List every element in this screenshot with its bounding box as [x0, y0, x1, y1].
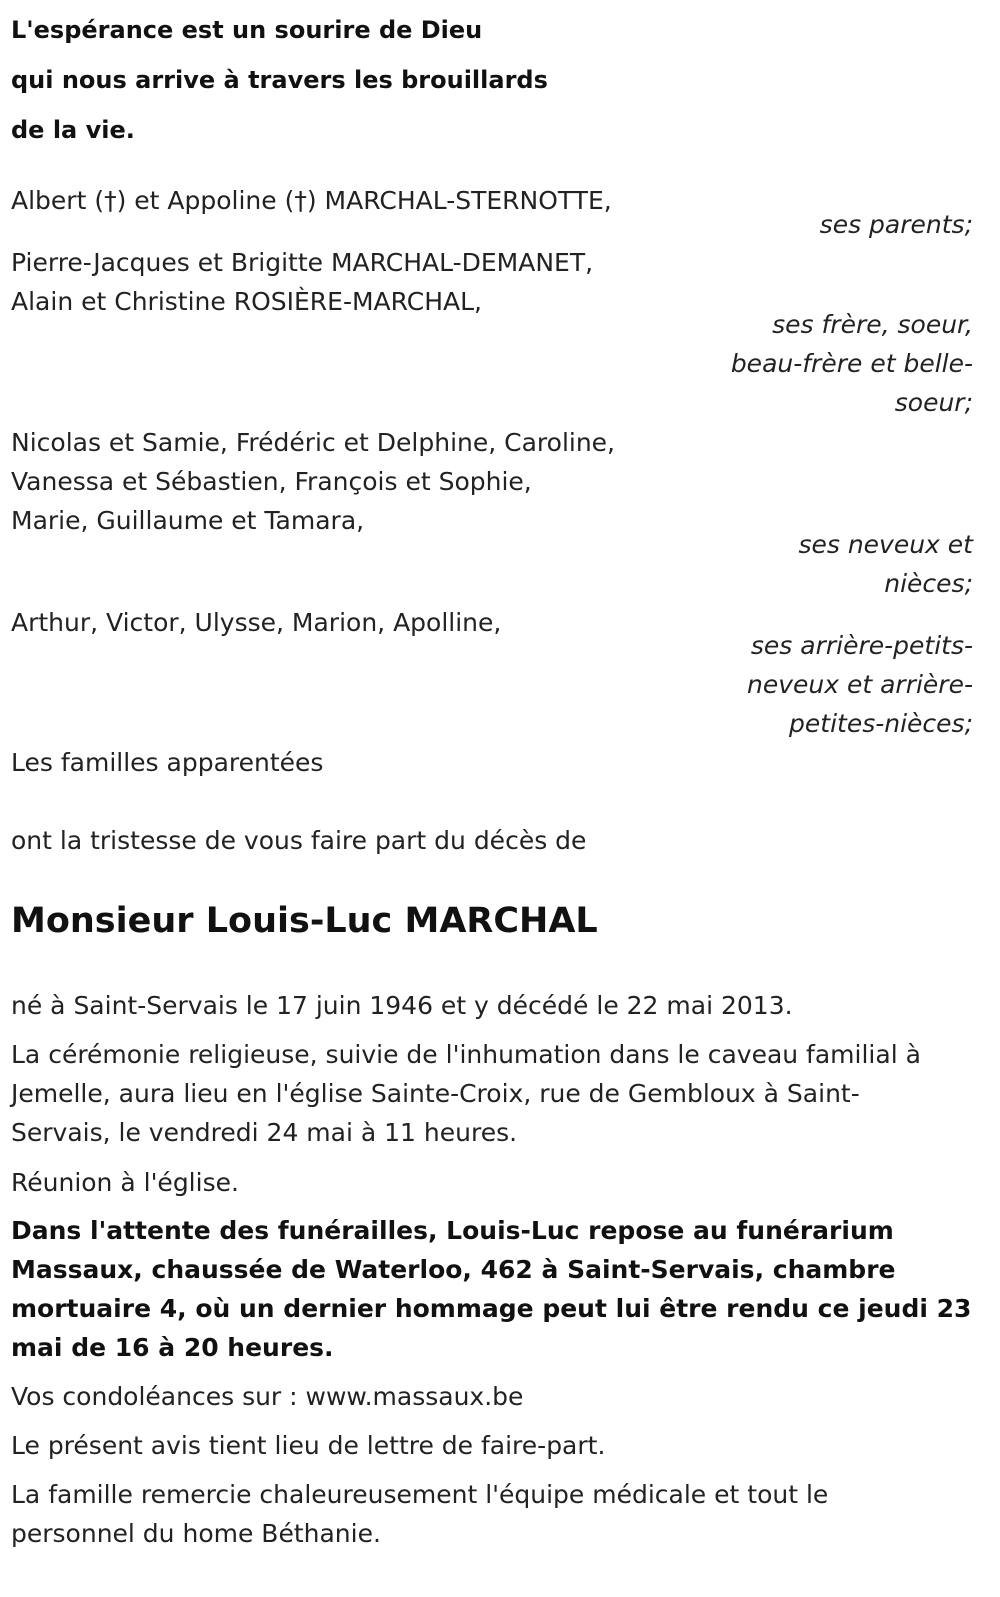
family-name-line: Alain et Christine ROSIÈRE-MARCHAL,: [11, 287, 483, 316]
great-nephews-names: [11, 603, 711, 642]
parents-role: [820, 205, 973, 244]
role-line: ses neveux et: [798, 530, 973, 559]
family-name-line: Pierre-Jacques et Brigitte MARCHAL-DEMANET,: [11, 248, 594, 277]
detail-line: Servais, le vendredi 24 mai à 11 heures.: [11, 1118, 518, 1147]
role-line: neveux et arrière-: [746, 670, 973, 699]
role-line: ses parents;: [819, 210, 973, 239]
detail-line: personnel du home Béthanie.: [11, 1519, 381, 1548]
role-line: ses arrière-petits-: [750, 631, 973, 660]
condolences-info: [11, 1377, 973, 1416]
relatives-line: Les familles apparentées: [11, 748, 324, 777]
deceased-name: Monsieur Louis-Luc MARCHAL: [11, 901, 598, 941]
detail-line: Massaux, chaussée de Waterloo, 462 à Saint-Servais, chambre: [11, 1255, 896, 1284]
parents-names: [11, 181, 711, 220]
nephews-names: [11, 423, 711, 540]
epigraph: [11, 5, 973, 155]
ceremony-info: [11, 1035, 973, 1152]
relatives: [11, 743, 973, 782]
siblings-names: [11, 243, 711, 321]
detail-line: Réunion à l'église.: [11, 1168, 239, 1197]
role-line: ses frère, soeur,: [772, 310, 973, 339]
detail-line: La famille remercie chaleureusement l'équipe médicale et tout le: [11, 1480, 829, 1509]
role-line: beau-frère et belle-: [730, 349, 973, 378]
role-line: soeur;: [894, 388, 973, 417]
nephews-role: [798, 525, 973, 603]
family-name-line: Albert (†) et Appoline (†) MARCHAL-STERNOTTE,: [11, 186, 612, 215]
funerarium-info: [11, 1211, 973, 1367]
family-name-line: Nicolas et Samie, Frédéric et Delphine, Caroline,: [11, 428, 616, 457]
detail-line: La cérémonie religieuse, suivie de l'inhumation dans le caveau familial à: [11, 1040, 921, 1069]
role-line: petites-nièces;: [789, 709, 973, 738]
family-name-line: Vanessa et Sébastien, François et Sophie,: [11, 467, 532, 496]
detail-line: Vos condoléances sur : www.massaux.be: [11, 1382, 524, 1411]
family-name-line: Marie, Guillaume et Tamara,: [11, 506, 365, 535]
notice-info: [11, 1426, 973, 1465]
role-line: nièces;: [884, 569, 973, 598]
announcement: [11, 821, 973, 860]
thanks-info: [11, 1475, 973, 1553]
detail-line: mortuaire 4, où un dernier hommage peut lui être rendu ce jeudi 23: [11, 1294, 972, 1323]
epigraph-line: L'espérance est un sourire de Dieu: [11, 16, 483, 44]
siblings-role: [731, 305, 973, 422]
detail-line: Dans l'attente des funérailles, Louis-Luc repose au funérarium: [11, 1216, 894, 1245]
detail-line: Jemelle, aura lieu en l'église Sainte-Croix, rue de Gembloux à Saint-: [11, 1079, 860, 1108]
birth-death: [11, 986, 973, 1025]
meeting-info: [11, 1163, 973, 1202]
detail-line: mai de 16 à 20 heures.: [11, 1333, 334, 1362]
family-name-line: Arthur, Victor, Ulysse, Marion, Apolline,: [11, 608, 502, 637]
announcement-line: ont la tristesse de vous faire part du décès de: [11, 826, 587, 855]
detail-line: né à Saint-Servais le 17 juin 1946 et y décédé le 22 mai 2013.: [11, 991, 793, 1020]
detail-line: Le présent avis tient lieu de lettre de faire-part.: [11, 1431, 606, 1460]
epigraph-line: qui nous arrive à travers les brouillards: [11, 66, 548, 94]
great-nephews-role: [747, 626, 973, 743]
epigraph-line: de la vie.: [11, 116, 135, 144]
